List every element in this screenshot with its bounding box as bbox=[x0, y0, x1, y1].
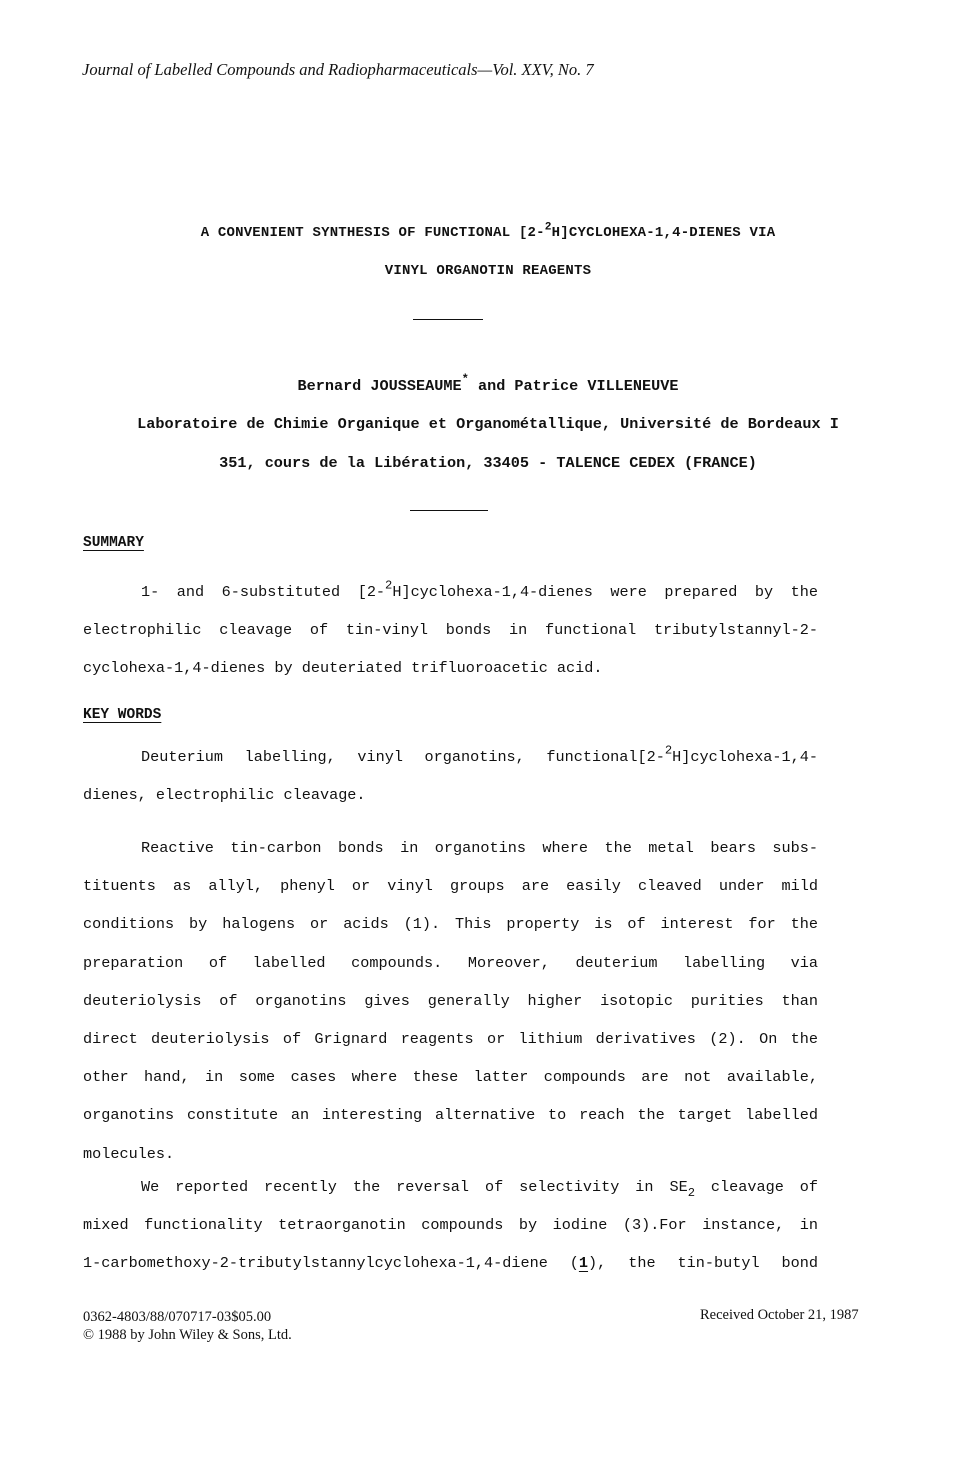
article-code: 0362-4803/88/070717-03$05.00 bbox=[83, 1309, 272, 1325]
keywords-superscript: 2 bbox=[664, 743, 673, 758]
corresponding-mark: * bbox=[461, 372, 469, 387]
body2-text-d: ), the tin-butyl bond bbox=[588, 1254, 818, 1273]
keywords-line-2: dienes, electrophilic cleavage. bbox=[83, 786, 366, 805]
title-text-b: H]CYCLOHEXA-1,4-DIENES VIA bbox=[551, 225, 776, 241]
summary-line-3: cyclohexa-1,4-dienes by deuteriated trifluoroacetic acid. bbox=[83, 659, 603, 678]
summary-text-a: 1- and 6-substituted [2- bbox=[141, 583, 386, 601]
compound-number: 1 bbox=[578, 1254, 589, 1273]
body1-line: molecules. bbox=[83, 1144, 175, 1163]
affiliation-line-1: Laboratoire de Chimie Organique et Organométallique, Université de Bordeaux I bbox=[137, 415, 839, 433]
author-line bbox=[0, 372, 976, 395]
title-text-a: A CONVENIENT SYNTHESIS OF FUNCTIONAL [2- bbox=[200, 225, 545, 241]
article-title-line-1 bbox=[0, 221, 976, 241]
body2-text-a: We reported recently the reversal of selectivity in SE bbox=[141, 1178, 688, 1196]
title-superscript: 2 bbox=[544, 221, 552, 234]
journal-header: Journal of Labelled Compounds and Radiopharmaceuticals—Vol. XXV, No. 7 bbox=[82, 60, 594, 79]
second-author: and Patrice VILLENEUVE bbox=[468, 377, 679, 395]
affiliation-line-2: 351, cours de la Libération, 33405 - TALENCE CEDEX (FRANCE) bbox=[219, 454, 757, 472]
keywords-text-a: Deuterium labelling, vinyl organotins, functional[2- bbox=[141, 748, 665, 766]
body2-text-b: cleavage of bbox=[695, 1178, 819, 1196]
affiliation-divider bbox=[410, 510, 488, 511]
summary-heading: SUMMARY bbox=[83, 535, 144, 551]
body1-line: other hand, in some cases where these latter compounds are not available, bbox=[83, 1068, 818, 1087]
copyright-notice: © 1988 by John Wiley & Sons, Ltd. bbox=[83, 1327, 292, 1343]
title-divider bbox=[413, 319, 483, 320]
body2-subscript: 2 bbox=[687, 1185, 695, 1200]
summary-text-b: H]cyclohexa-1,4-dienes were prepared by the bbox=[392, 583, 818, 601]
keywords-paragraph bbox=[83, 738, 818, 814]
first-author: Bernard JOUSSEAUME bbox=[297, 377, 462, 395]
summary-line-1 bbox=[83, 573, 818, 611]
summary-superscript: 2 bbox=[385, 578, 393, 593]
footer-left bbox=[83, 1308, 292, 1344]
body1-line: direct deuteriolysis of Grignard reagents or lithium derivatives (2). On the bbox=[83, 1030, 818, 1049]
body-paragraph-2 bbox=[83, 1168, 818, 1283]
body2-line-3 bbox=[83, 1244, 818, 1282]
body2-line-2: mixed functionality tetraorganotin compounds by iodine (3).For instance, in bbox=[83, 1216, 818, 1235]
summary-line-2: electrophilic cleavage of tin-vinyl bonds in functional tributylstannyl-2- bbox=[83, 621, 818, 640]
body-paragraph-1 bbox=[83, 829, 818, 1173]
article-title-line-2: VINYL ORGANOTIN REAGENTS bbox=[384, 263, 592, 279]
body1-line: deuteriolysis of organotins gives generally higher isotopic purities than bbox=[83, 991, 818, 1010]
body2-line-1 bbox=[83, 1168, 818, 1206]
received-date: Received October 21, 1987 bbox=[700, 1307, 859, 1323]
body1-line: conditions by halogens or acids (1). This property is of interest for the bbox=[83, 915, 818, 934]
keywords-heading: KEY WORDS bbox=[83, 707, 162, 723]
body1-line: tituents as allyl, phenyl or vinyl groups are easily cleaved under mild bbox=[83, 877, 818, 896]
body1-line: organotins constitute an interesting alternative to reach the target labelled bbox=[83, 1106, 818, 1125]
body1-line: Reactive tin-carbon bonds in organotins where the metal bears subs- bbox=[141, 839, 818, 857]
body2-text-c: 1-carbomethoxy-2-tributylstannylcyclohexa-1,4-diene ( bbox=[83, 1254, 579, 1273]
keywords-text-b: H]cyclohexa-1,4- bbox=[672, 748, 818, 766]
keywords-line-1 bbox=[83, 738, 818, 776]
summary-paragraph bbox=[83, 573, 818, 688]
body1-line: preparation of labelled compounds. Moreover, deuterium labelling via bbox=[83, 953, 818, 972]
